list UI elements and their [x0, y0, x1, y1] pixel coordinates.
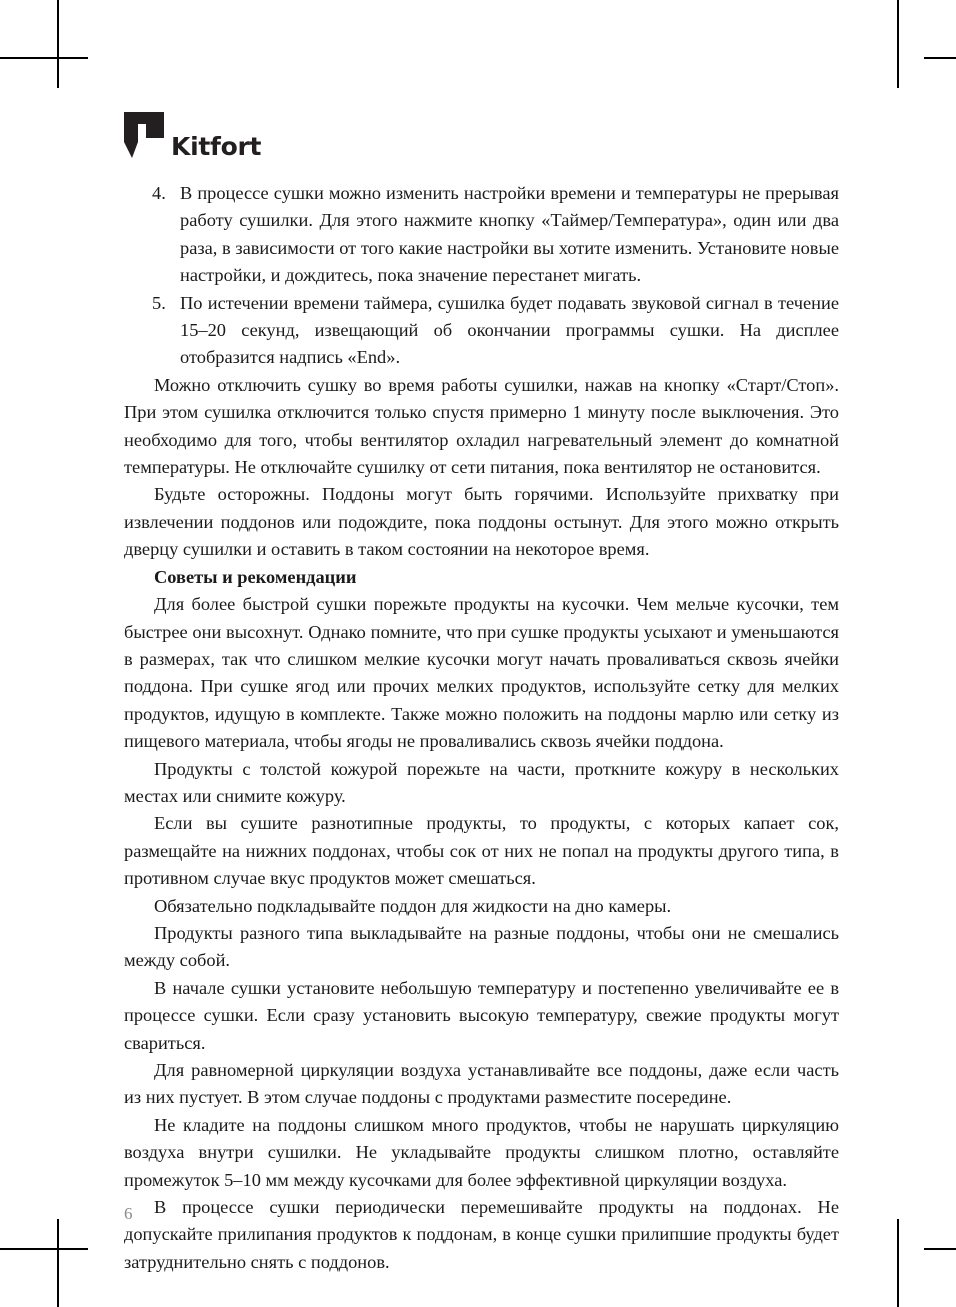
kitfort-flag-logo-icon — [124, 112, 166, 164]
paragraph-cut-small-pieces: Для более быстрой сушки порежьте продукты на кусочки. Чем мельче кусочки, тем быстрее они высохнут. Однако помните, что при сушке продукты усыхают и уменьшаются в размерах, так что слишком мелкие кусочки могут начать проваливаться сквозь ячейки поддона. При сушке ягод или прочих мелких продуктов, используйте сетку для мелких продуктов, идущую в комплекте. Также можно положить на поддоны марлю или сетку из пищевого материала, чтобы ягоды не проваливались сквозь ячейки поддона. — [124, 594, 839, 752]
list-item — [124, 290, 839, 372]
crop-mark-top-right-vertical — [897, 0, 899, 88]
crop-mark-bottom-left-vertical — [57, 1219, 59, 1307]
crop-mark-top-right-horizontal — [924, 57, 956, 59]
paragraph-separate-trays: Продукты разного типа выкладывайте на разные поддоны, чтобы они не смешались между собой. — [124, 922, 839, 971]
paragraph-start-low-temperature: В начале сушки установите небольшую температуру и постепенно увеличивайте ее в процессе сушки. Если сразу установить высокую температуру, свежие продукты могут свариться. — [124, 977, 839, 1053]
list-item-number: 4. — [152, 183, 166, 203]
page-body — [124, 180, 839, 1276]
crop-mark-bottom-right-vertical — [897, 1219, 899, 1307]
brand-logo — [124, 108, 261, 164]
paragraph-mixed-products: Если вы сушите разнотипные продукты, то продукты, с которых капает сок, размещайте на нижних поддонах, чтобы сок от них не попал на продукты другого типа, в противном случае вкус продуктов может смешаться. — [124, 813, 839, 889]
list-item-text: В процессе сушки можно изменить настройки времени и температуры не прерывая работу сушилки. Для этого нажмите кнопку «Таймер/Температура», один или два раза, в зависимости от того какие настройки вы хотите изменить. Установите новые настройки, и дождитесь, пока значение перестанет мигать. — [180, 183, 839, 286]
paragraph-thick-peel: Продукты с толстой кожурой порежьте на части, проткните кожуру в нескольких местах или снимите кожуру. — [124, 758, 839, 806]
paragraph-disable-drying: Можно отключить сушку во время работы сушилки, нажав на кнопку «Старт/Стоп». При этом сушилка отключится только спустя примерно 1 минуту после выключения. Это необходимо для того, чтобы вентилятор охладил нагревательный элемент до комнатной температуры. Не отключайте сушилку от сети питания, пока вентилятор не остановится. — [124, 374, 839, 478]
paragraph-even-air-circulation: Для равномерной циркуляции воздуха устанавливайте все поддоны, даже если часть из них пустует. В этом случае поддоны с продуктами разместите посередине. — [124, 1060, 839, 1108]
brand-name: Kitfort — [171, 132, 262, 161]
crop-mark-bottom-left-horizontal — [0, 1248, 88, 1250]
section-heading-tips: Советы и рекомендации — [154, 566, 357, 587]
paragraph-stir-periodically: В процессе сушки периодически перемешивайте продукты на поддонах. Не допускайте прилипания продуктов к поддонам, в конце сушки прилипшие продукты будет затруднительно снять с поддонов. — [124, 1197, 839, 1272]
page-number: 6 — [124, 1204, 133, 1223]
numbered-list — [124, 180, 839, 372]
paragraph-do-not-overload: Не кладите на поддоны слишком много продуктов, чтобы не нарушать циркуляцию воздуха внутри сушилки. Не укладывайте продукты слишком плотно, оставляйте промежуток 5–10 мм между кусочками для более эффективной циркуляции воздуха. — [124, 1114, 839, 1190]
crop-mark-top-left-horizontal — [0, 57, 88, 59]
paragraph-caution-hot-trays: Будьте осторожны. Поддоны могут быть горячими. Используйте прихватку при извлечении поддонов или подождите, пока поддоны остынут. Для этого можно открыть дверцу сушилки и оставить в таком состоянии на некоторое время. — [124, 484, 839, 560]
list-item — [124, 180, 839, 290]
crop-mark-top-left-vertical — [57, 0, 59, 88]
paragraph-liquid-tray: Обязательно подкладывайте поддон для жидкости на дно камеры. — [154, 895, 672, 916]
list-item-number: 5. — [152, 292, 166, 313]
list-item-text: По истечении времени таймера, сушилка будет подавать звуковой сигнал в течение 15–20 секунд, извещающий об окончании программы сушки. На дисплее отобразится надпись «End». — [180, 292, 839, 368]
crop-mark-bottom-right-horizontal — [924, 1248, 956, 1250]
